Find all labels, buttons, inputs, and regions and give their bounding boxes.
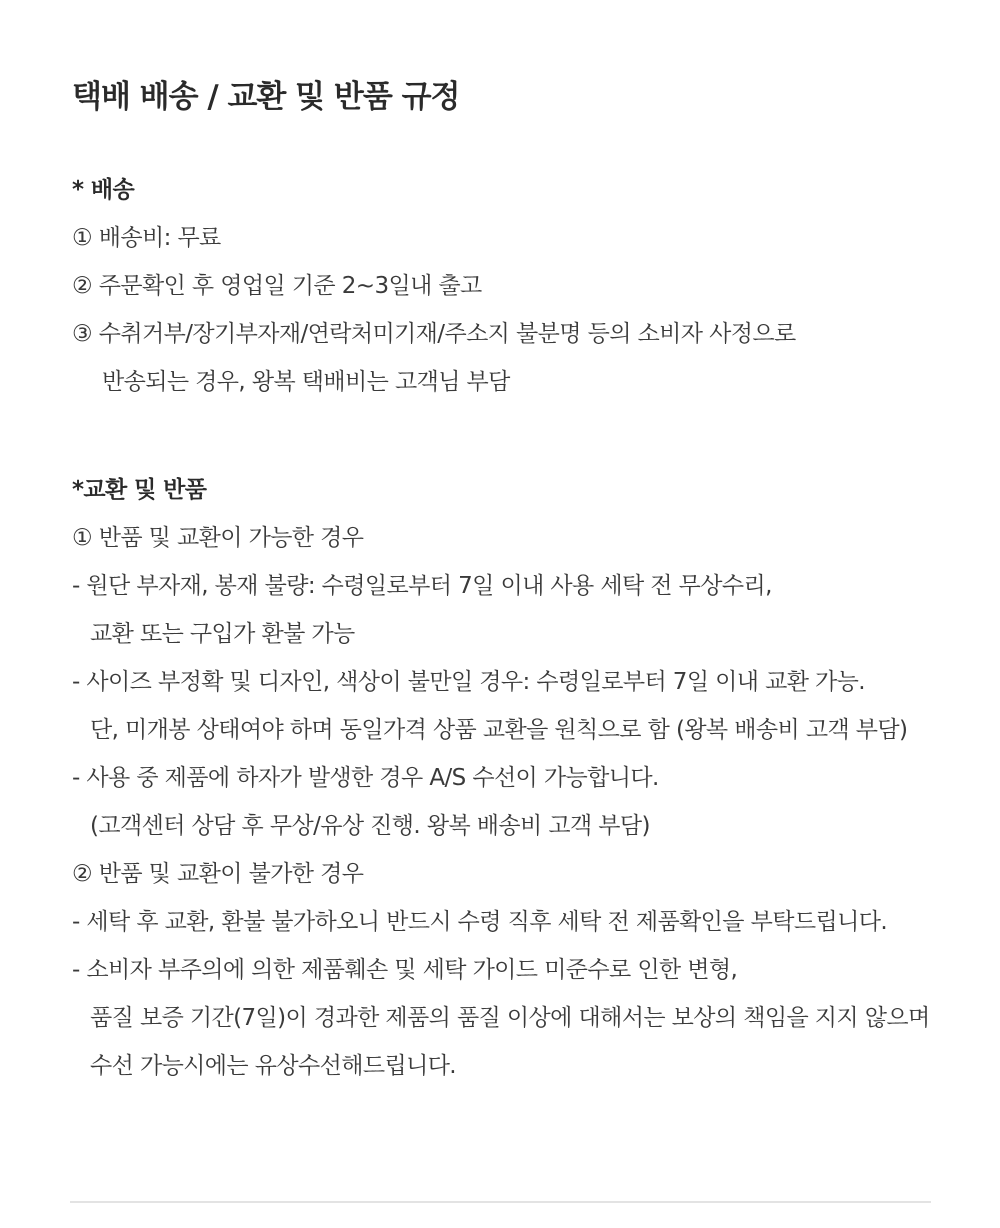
exchange-heading: *교환 및 반품 [72,477,207,503]
page-title: 택배 배송 / 교환 및 반품 규정 [72,79,460,115]
exchange-negligence-line: - 소비자 부주의에 의한 제품훼손 및 세탁 가이드 미준수로 인한 변형, [72,957,738,983]
exchange-as-line: - 사용 중 제품에 하자가 발생한 경우 A/S 수선이 가능합니다. [72,765,659,791]
footer-divider [70,1201,931,1203]
exchange-possible-title: ① 반품 및 교환이 가능한 경우 [72,525,364,551]
shipping-heading: * 배송 [72,177,135,203]
shipping-fee-line: ① 배송비: 무료 [72,225,221,251]
exchange-impossible-title: ② 반품 및 교환이 불가한 경우 [72,861,364,887]
exchange-wash-line: - 세탁 후 교환, 환불 불가하오니 반드시 수령 직후 세탁 전 제품확인을 부탁드립니다. [72,909,888,935]
exchange-size-continued: 단, 미개봉 상태여야 하며 동일가격 상품 교환을 원칙으로 함 (왕복 배송비 고객 부담) [90,717,908,743]
exchange-repair-line: 수선 가능시에는 유상수선해드립니다. [90,1053,457,1079]
exchange-size-line: - 사이즈 부정확 및 디자인, 색상이 불만일 경우: 수령일로부터 7일 이내 교환 가능. [72,669,865,695]
exchange-defect-line: - 원단 부자재, 봉재 불량: 수령일로부터 7일 이내 사용 세탁 전 무상수리, [72,573,772,599]
exchange-defect-continued: 교환 또는 구입가 환불 가능 [90,621,355,647]
shipping-dispatch-line: ② 주문확인 후 영업일 기준 2~3일내 출고 [72,273,482,299]
shipping-return-cost-line: 반송되는 경우, 왕복 택배비는 고객님 부담 [102,369,510,395]
exchange-warranty-line: 품질 보증 기간(7일)이 경과한 제품의 품질 이상에 대해서는 보상의 책임을 지지 않으며 [90,1005,930,1031]
shipping-return-reason-line: ③ 수취거부/장기부자재/연락처미기재/주소지 불분명 등의 소비자 사정으로 [72,321,796,347]
exchange-as-continued: (고객센터 상담 후 무상/유상 진행. 왕복 배송비 고객 부담) [90,813,650,839]
